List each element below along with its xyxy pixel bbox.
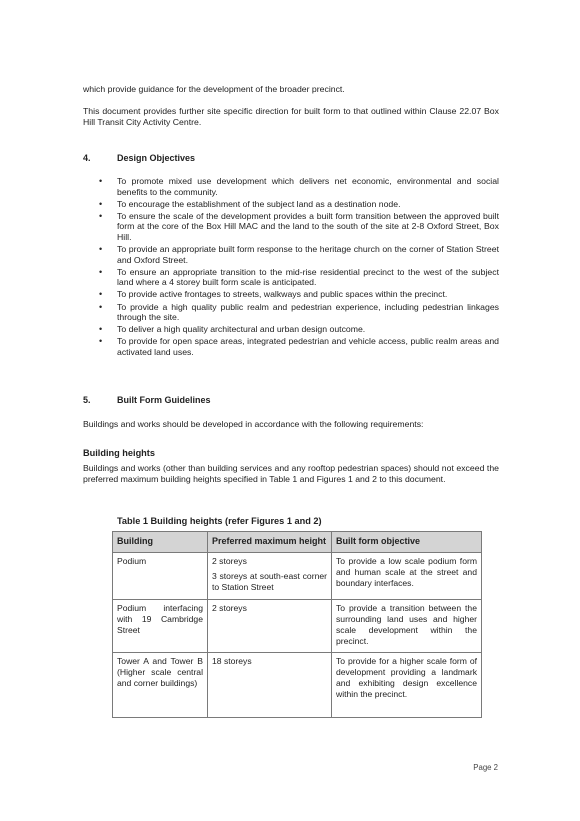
- intro-line-2: This document provides further site specific direction for built form to that outlined within Clause 22.07 Box Hill Transit City Activity Centre.: [83, 106, 499, 128]
- cell-building: Podium: [113, 553, 208, 600]
- header-building: Building: [113, 532, 208, 553]
- section-5-heading: [83, 395, 211, 406]
- cell-building: Podium interfacing with 19 Cambridge Street: [113, 600, 208, 653]
- section-5-intro: Buildings and works should be developed in accordance with the following requirements:: [83, 419, 424, 429]
- table-row: [113, 653, 482, 718]
- table-row: [113, 553, 482, 600]
- section-4-title: Design Objectives: [117, 153, 196, 163]
- objective-item: • To deliver a high quality architectural and urban design outcome.: [95, 324, 499, 335]
- cell-objective: To provide for a higher scale form of development providing a landmark and exhibiting design excellence within the precinct.: [332, 653, 482, 718]
- cell-height: 18 storeys: [208, 653, 332, 718]
- cell-objective: To provide a low scale podium form and human scale at the street and boundary interfaces.: [332, 553, 482, 600]
- table-row: [113, 600, 482, 653]
- cell-objective: To provide a transition between the surrounding land uses and higher scale development within the precinct.: [332, 600, 482, 653]
- section-4-number: 4.: [83, 153, 91, 163]
- cell-building: Tower A and Tower B (Higher scale central and corner buildings): [113, 653, 208, 718]
- design-objectives-list: [95, 176, 499, 359]
- objective-item: • To promote mixed use development which delivers net economic, environmental and social benefits to the community.: [95, 176, 499, 197]
- building-heights-text: Buildings and works (other than building services and any rooftop pedestrian spaces) should not exceed the preferred maximum building heights specified in Table 1 and Figures 1 and 2 to this document.: [83, 463, 499, 485]
- header-objective: Built form objective: [332, 532, 482, 553]
- header-preferred-height: Preferred maximum height: [208, 532, 332, 553]
- objective-item: • To provide active frontages to streets, walkways and public spaces within the precinct.: [95, 289, 499, 300]
- table-1-caption: Table 1 Building heights (refer Figures 1 and 2): [117, 516, 322, 526]
- cell-height: [208, 553, 332, 600]
- objective-item: • To provide a high quality public realm and pedestrian experience, including pedestrian linkages through the site.: [95, 302, 499, 323]
- table-header-row: [113, 532, 482, 553]
- section-4-heading: [83, 153, 195, 164]
- objective-item: • To ensure an appropriate transition to the mid-rise residential precinct to the west of the subject land where a 4 storey built form scale is anticipated.: [95, 267, 499, 288]
- page-number: Page 2: [473, 763, 498, 772]
- section-5-title: Built Form Guidelines: [117, 395, 211, 405]
- cell-height-primary: 2 storeys: [212, 556, 247, 566]
- section-5-number: 5.: [83, 395, 91, 405]
- building-heights-table: [112, 531, 482, 718]
- intro-line-1: which provide guidance for the development of the broader precinct.: [83, 84, 345, 94]
- objective-item: • To provide an appropriate built form response to the heritage church on the corner of Station Street and Oxford Street.: [95, 244, 499, 265]
- objective-item: • To provide for open space areas, integrated pedestrian and vehicle access, public realm areas and activated land uses.: [95, 336, 499, 357]
- cell-height-secondary: 3 storeys at south-east corner to Station Street: [212, 571, 327, 592]
- objective-item: • To ensure the scale of the development provides a built form transition between the approved built form at the core of the Box Hill MAC and the land to the south of the site at 2-8 Oxford Street, Box Hill.: [95, 211, 499, 243]
- objective-item: • To encourage the establishment of the subject land as a destination node.: [95, 199, 499, 210]
- cell-height: 2 storeys: [208, 600, 332, 653]
- building-heights-title: Building heights: [83, 448, 155, 458]
